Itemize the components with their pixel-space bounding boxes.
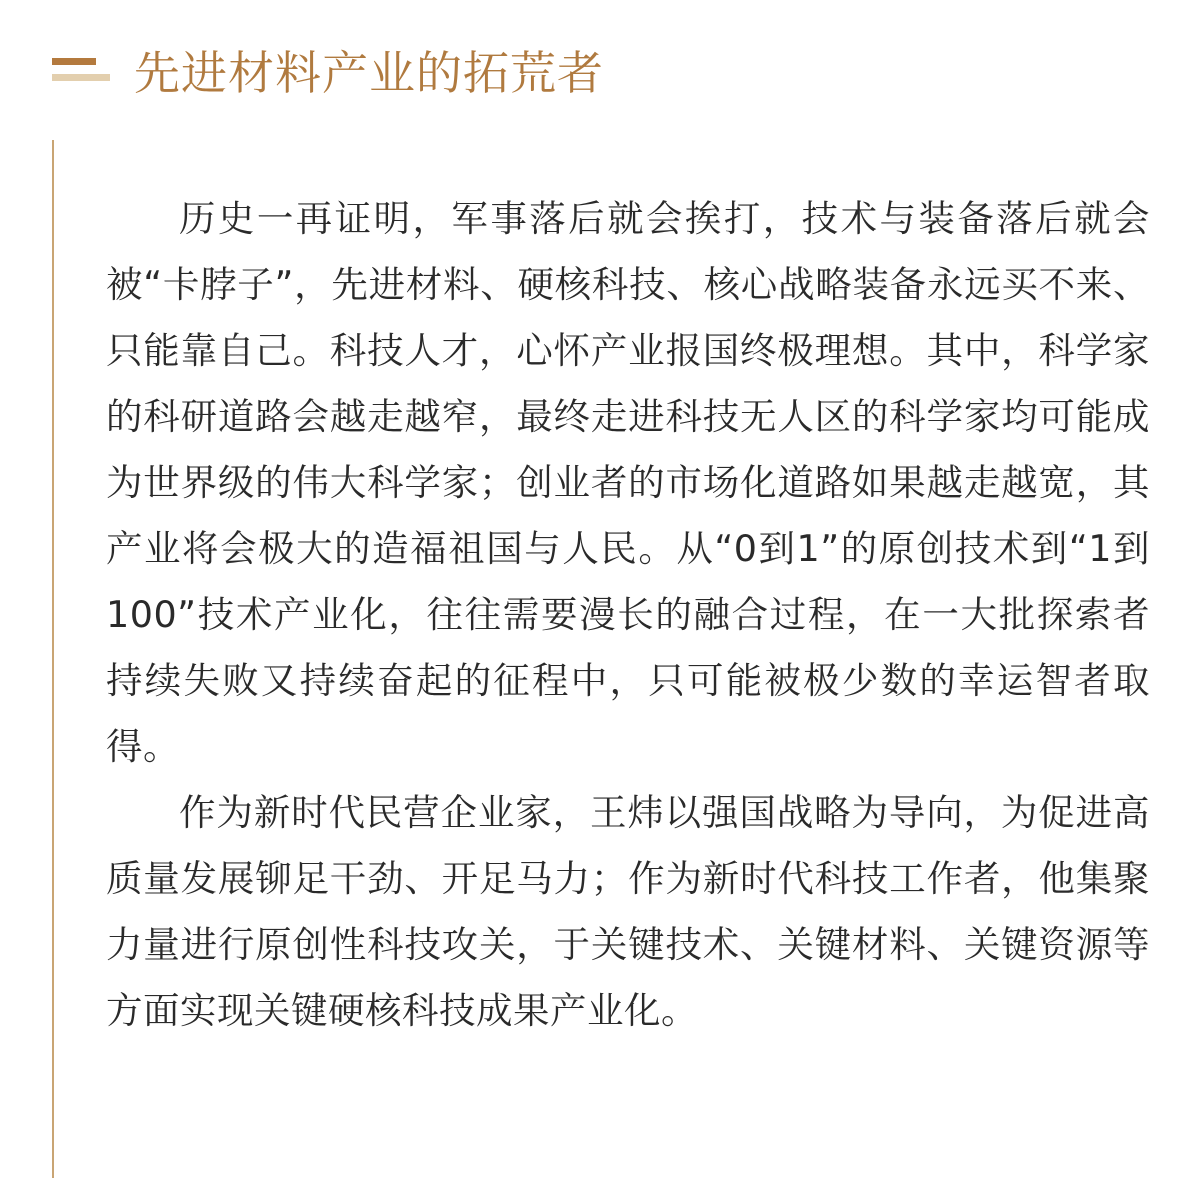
section-marker-icon <box>52 58 110 84</box>
vertical-divider <box>52 140 54 1178</box>
paragraph-2: 作为新时代民营企业家，王炜以强国战略为导向，为促进高质量发展铆足干劲、开足马力；作为新时代科技工作者，他集聚力量进行原创性科技攻关，于关键技术、关键材料、关键资源等方面实现关键硬核科技成果产业化。 <box>106 791 1150 1032</box>
section-title: 先进材料产业的拓荒者 <box>134 46 604 100</box>
section-marker-top-bar <box>52 58 96 65</box>
article-body <box>106 186 1150 1044</box>
paragraph-1: 历史一再证明，军事落后就会挨打，技术与装备落后就会被“卡脖子”，先进材料、硬核科技、核心战略装备永远买不来、只能靠自己。科技人才，心怀产业报国终极理想。其中，科学家的科研道路会越走越窄，最终走进科技无人区的科学家均可能成为世界级的伟大科学家；创业者的市场化道路如果越走越宽，其产业将会极大的造福祖国与人民。从“0到1”的原创技术到“1到100”技术产业化，往往需要漫长的融合过程，在一大批探索者持续失败又持续奋起的征程中，只可能被极少数的幸运智者取得。 <box>106 197 1150 768</box>
section-marker-bottom-bar <box>52 74 110 81</box>
